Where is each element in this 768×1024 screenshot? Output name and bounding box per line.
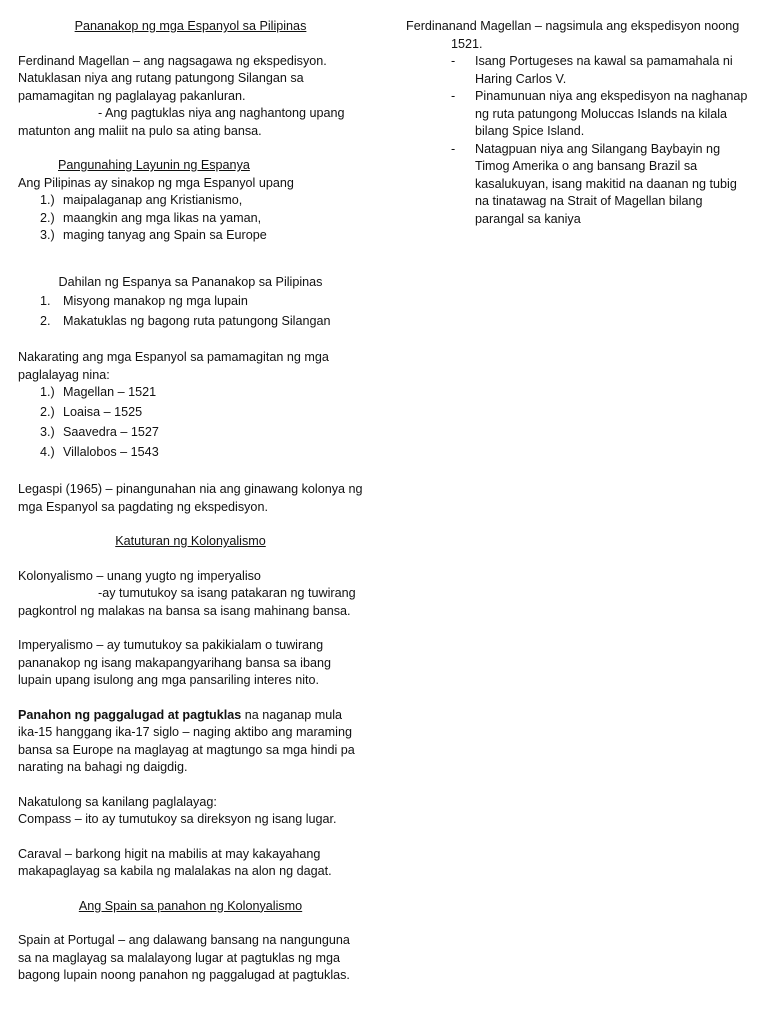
- magellan-bullets: [406, 53, 751, 228]
- kolonyalismo-definition-cont: -ay tumutukoy sa isang patakaran ng tuwirang: [98, 586, 356, 600]
- nakatulong-intro: Nakatulong sa kanilang paglalayag:: [18, 794, 217, 809]
- nakarating-intro: Nakarating ang mga Espanyol sa pamamagitan ng mga paglalayag nina:: [18, 350, 329, 382]
- list-item: 1. Misyong manakop ng mga lupain: [40, 294, 248, 308]
- list-item: 2. Makatuklas ng bagong ruta patungong Silangan: [40, 313, 331, 328]
- layunin-intro: Ang Pilipinas ay sinakop ng mga Espanyol upang: [18, 175, 294, 190]
- heading-spain-kolonyalismo: Ang Spain sa panahon ng Kolonyalismo: [78, 898, 303, 913]
- list-item: 3.) Saavedra – 1527: [40, 425, 159, 439]
- imperyalismo-definition: Imperyalismo – ay tumutukoy sa pakikialam o tuwirang pananakop ng isang makapangyarihang bansa sa ibang lupain upang isulong ang mga pansariling interes nito.: [18, 638, 331, 687]
- dahilan-list: [18, 293, 363, 330]
- list-item: - Natagpuan niya ang Silangang Baybayin ng Timog Amerika o ang bansang Brazil sa kasalukuyan, isang makitid na daanan ng tubig na tinatawag na Strait of Magellan bilang parangal sa kaniya: [451, 141, 737, 226]
- magellan-paragraph-end: matunton ang maliit na pulo sa ating bansa.: [18, 123, 262, 138]
- magellan-paragraph: Ferdinand Magellan – ang nagsagawa ng ekspedisyon. Natuklasan niya ang rutang patungong Silangan sa pamamagitan ng paglalayag pakanluran.: [18, 53, 327, 103]
- right-column: [406, 18, 751, 228]
- spain-portugal-paragraph: Spain at Portugal – ang dalawang bansang na nangunguna sa na maglayag sa malalayong lugar at pagtuklas ng mga bagong lupain noong panahon ng paggalugad at pagtuklas.: [18, 933, 350, 982]
- layunin-list: [18, 192, 363, 245]
- caraval-definition: Caraval – barkong higit na mabilis at may kakayahang makapaglayag sa kabila ng malalakas na alon ng dagat.: [18, 846, 332, 878]
- compass-definition: Compass – ito ay tumutukoy sa direksyon ng isang lugar.: [18, 812, 337, 826]
- heading-kolonyalismo: Katuturan ng Kolonyalismo: [115, 534, 266, 548]
- panahon-term: Panahon ng paggalugad at pagtuklas: [18, 707, 242, 722]
- right-intro: Ferdinanand Magellan – nagsimula ang ekspedisyon noong: [406, 19, 740, 33]
- list-item: 2.) Loaisa – 1525: [40, 405, 143, 419]
- kolonyalismo-definition: Kolonyalismo – unang yugto ng imperyaliso: [18, 568, 261, 583]
- panahon-description: na naganap mula ika-15 hanggang ika-17 siglo – naging aktibo ang maraming bansa sa Europe na maglayag at magtungo sa mga hindi pa narating na bahagi ng daigdig.: [18, 707, 355, 774]
- list-item: 3.) maging tanyag ang Spain sa Europe: [40, 228, 267, 242]
- legaspi-paragraph: Legaspi (1965) – pinangunahan nia ang ginawang kolonya ng mga Espanyol sa pagdating ng ekspedisyon.: [18, 482, 363, 514]
- heading-pananakop: Pananakop ng mga Espanyol sa Pilipinas: [74, 19, 307, 33]
- list-item: 1.) maipalaganap ang Kristianismo,: [40, 193, 243, 207]
- heading-dahilan: Dahilan ng Espanya sa Pananakop sa Pilipinas: [58, 274, 323, 289]
- panahon-paragraph: [18, 707, 363, 777]
- list-item: 1.) Magellan – 1521: [40, 385, 157, 399]
- list-item: 4.) Villalobos – 1543: [40, 445, 159, 459]
- explorers-list: [18, 384, 363, 462]
- kolonyalismo-definition-end: pagkontrol ng malakas na bansa sa isang mahinang bansa.: [18, 603, 351, 618]
- heading-layunin: Pangunahing Layunin ng Espanya: [58, 158, 250, 172]
- list-item: 2.) maangkin ang mga likas na yaman,: [40, 210, 262, 225]
- left-column: [18, 18, 363, 985]
- right-intro-year: 1521.: [451, 36, 483, 51]
- list-item: - Pinamunuan niya ang ekspedisyon na naghanap ng ruta patungong Moluccas Islands na kilala bilang Spice Island.: [451, 89, 748, 138]
- magellan-paragraph-cont: - Ang pagtuklas niya ang naghantong upang: [98, 106, 345, 120]
- list-item: - Isang Portugeses na kawal sa pamamahala ni Haring Carlos V.: [451, 54, 733, 86]
